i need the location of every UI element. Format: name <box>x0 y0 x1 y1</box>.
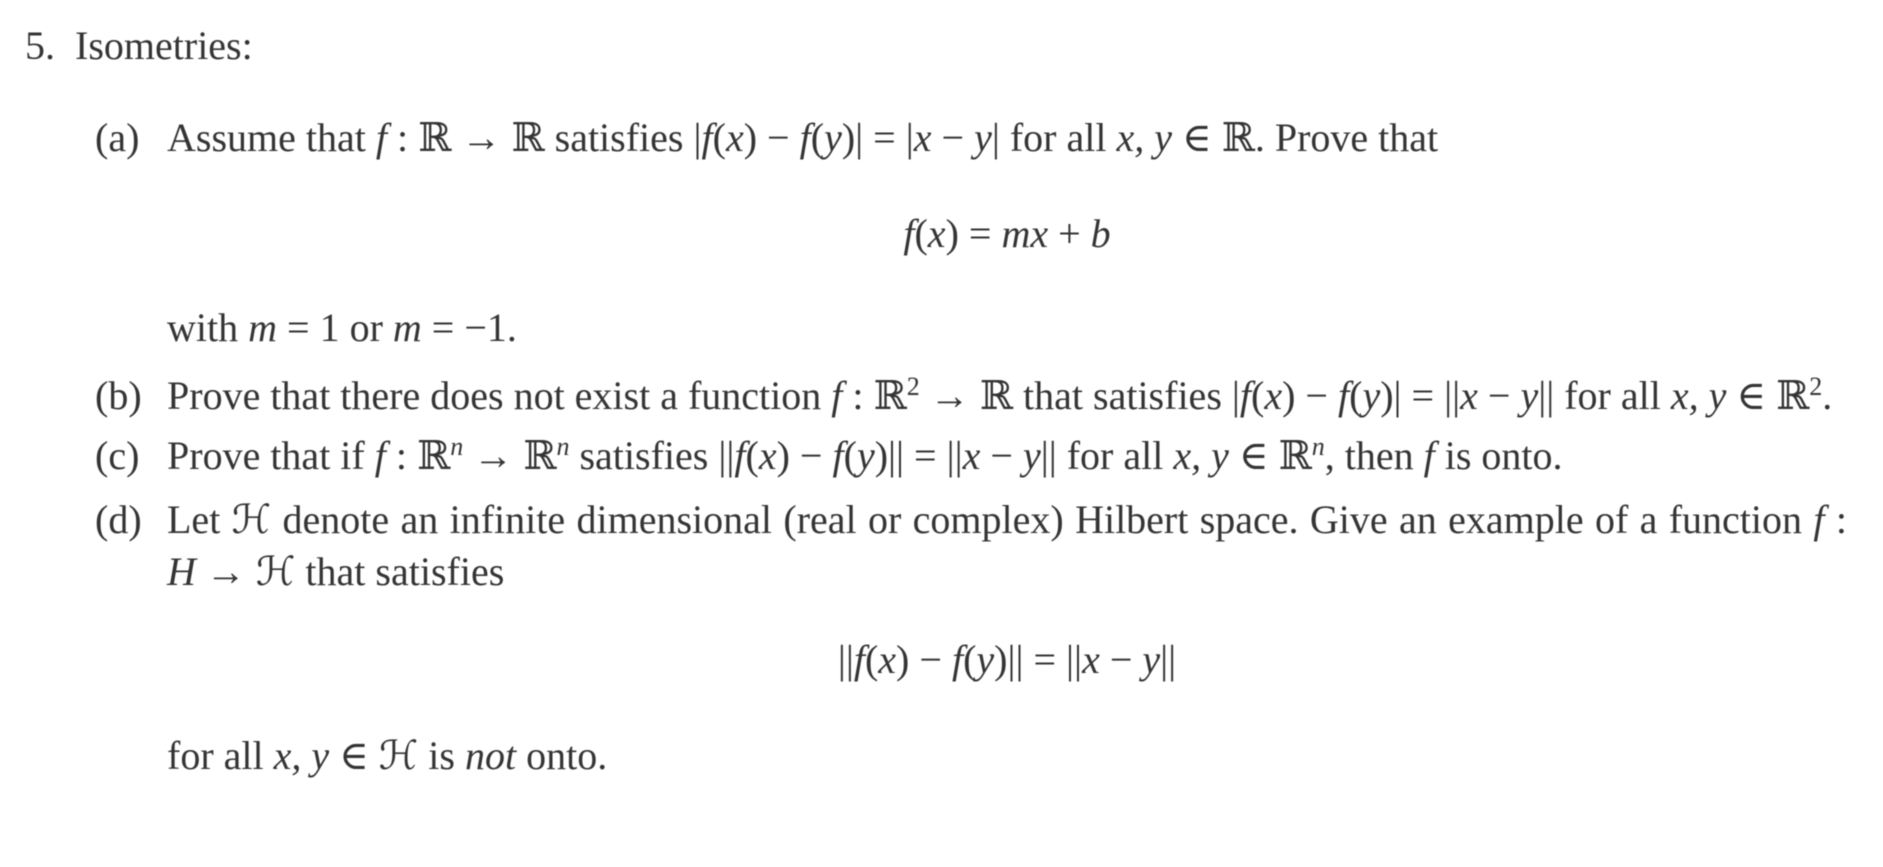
text-segment: )| = || <box>1380 373 1461 418</box>
text-segment: f <box>853 637 865 682</box>
text-segment: )| = | <box>841 115 914 160</box>
text-segment: f <box>1813 497 1825 542</box>
text-segment: x <box>878 637 897 682</box>
text-segment: for all <box>167 733 274 778</box>
text-segment: = −1. <box>421 305 517 350</box>
text-segment: ( <box>1349 373 1363 418</box>
text-segment: ℋ <box>231 497 272 543</box>
text-segment: || for all <box>1040 433 1174 478</box>
text-segment: − <box>1099 637 1143 682</box>
item-continuation-d <box>167 730 1847 782</box>
text-segment: x <box>1264 373 1283 418</box>
item-label-d: (d) <box>95 497 142 542</box>
text-segment: . Prove that <box>1254 115 1439 160</box>
text-segment: Prove that if <box>167 433 375 478</box>
text-segment: satisfies | <box>544 115 702 160</box>
text-segment: f <box>701 115 713 160</box>
problem-list <box>25 112 1847 782</box>
text-segment: y <box>1022 433 1041 478</box>
text-segment: ) − <box>1282 373 1338 418</box>
text-segment: ( <box>843 433 857 478</box>
text-segment: m <box>248 305 278 350</box>
text-segment: mx <box>1001 211 1049 256</box>
problem-item-d <box>95 494 1847 782</box>
text-segment: : <box>387 115 419 160</box>
text-segment: f <box>374 433 386 478</box>
text-segment: ℝ <box>1221 115 1255 161</box>
item-continuation-a <box>167 302 1847 354</box>
text-segment: ∈ <box>329 733 379 778</box>
text-segment: → <box>195 549 256 594</box>
problem-item-a <box>95 112 1847 354</box>
text-segment: m <box>392 305 422 350</box>
text-segment: ∈ <box>1228 433 1279 478</box>
text-segment: ) − <box>896 637 952 682</box>
text-segment: not <box>464 733 517 778</box>
item-body-c <box>167 430 1847 482</box>
text-segment: x <box>962 433 981 478</box>
text-segment: f <box>831 373 843 418</box>
text-segment: ℝ <box>1775 373 1810 419</box>
text-segment: f <box>1239 373 1252 418</box>
text-segment: x, y <box>1670 373 1727 418</box>
text-segment: . <box>1822 373 1833 418</box>
text-segment: ℋ <box>378 733 419 779</box>
text-segment: x <box>758 433 777 478</box>
text-segment: n <box>1311 432 1325 461</box>
text-segment: n <box>450 432 464 461</box>
text-segment: ℝ <box>418 115 452 161</box>
text-segment: − <box>1477 373 1521 418</box>
section-heading <box>25 20 1847 72</box>
text-segment: , then <box>1324 433 1424 478</box>
text-segment: | for all <box>991 115 1117 160</box>
text-segment: = 1 or <box>277 305 393 350</box>
text-segment: ( <box>963 637 977 682</box>
text-segment: y <box>824 115 842 160</box>
text-segment: y <box>976 637 995 682</box>
display-equation-a <box>167 208 1847 260</box>
text-segment: 2 <box>1809 372 1823 401</box>
text-segment: : <box>385 433 417 478</box>
section-title: Isometries: <box>75 23 253 68</box>
text-segment: ( <box>1251 373 1265 418</box>
text-segment: is <box>418 733 465 778</box>
text-segment: n <box>556 432 570 461</box>
item-label-c: (c) <box>95 433 140 478</box>
text-segment: that satisfies <box>295 549 505 594</box>
text-segment: ( <box>864 637 879 682</box>
text-segment: x <box>927 211 946 256</box>
text-segment: Assume that <box>167 115 376 160</box>
text-segment: onto. <box>516 733 608 778</box>
problem-item-c <box>95 430 1847 482</box>
text-segment: y <box>1520 373 1539 418</box>
text-segment: || for all <box>1538 373 1671 418</box>
text-segment: x <box>725 115 744 160</box>
item-body-b <box>167 370 1847 422</box>
text-segment: f <box>1338 373 1350 418</box>
text-segment: y <box>974 115 992 160</box>
text-segment: ) = <box>945 211 1002 256</box>
text-segment: ( <box>810 115 825 160</box>
item-label-a: (a) <box>95 115 140 160</box>
text-segment: satisfies || <box>569 433 735 478</box>
text-segment: f <box>951 637 964 682</box>
text-segment: x <box>1082 637 1100 682</box>
text-segment: ( <box>712 115 726 160</box>
text-segment: y <box>1362 373 1381 418</box>
text-segment: ( <box>745 433 759 478</box>
text-segment: that satisfies | <box>1013 373 1240 418</box>
problem-item-b <box>95 370 1847 422</box>
text-segment: → <box>919 373 980 418</box>
text-segment: || <box>837 637 854 682</box>
item-label-b: (b) <box>95 373 142 418</box>
item-body-d <box>167 494 1847 598</box>
text-segment: f <box>1423 433 1435 478</box>
text-segment: ∈ <box>1171 115 1222 160</box>
text-segment: denote an infinite dimensional (real or complex) Hilbert space. Give an example of a function <box>271 497 1814 542</box>
text-segment: H <box>167 549 196 594</box>
text-segment: is onto. <box>1434 433 1563 478</box>
text-segment: ℝ <box>873 373 907 419</box>
text-segment: b <box>1090 211 1111 256</box>
text-segment: ℝ <box>1278 433 1312 479</box>
text-segment: f <box>734 433 746 478</box>
text-segment: || <box>1160 637 1177 682</box>
text-segment: y <box>1142 637 1161 682</box>
text-segment: x <box>1460 373 1478 418</box>
text-segment: f <box>375 115 387 160</box>
text-segment: → <box>451 115 512 160</box>
text-segment: f <box>903 211 915 256</box>
text-segment: → <box>463 433 524 478</box>
text-segment: ∈ <box>1726 373 1776 418</box>
text-segment: x, y <box>273 733 330 778</box>
text-segment: Let <box>167 497 232 542</box>
text-segment: )|| = || <box>994 637 1083 682</box>
text-segment: + <box>1048 211 1091 256</box>
text-segment: ℝ <box>511 115 545 161</box>
text-segment: x <box>913 115 932 160</box>
display-equation-d <box>167 634 1847 686</box>
text-segment: − <box>931 115 975 160</box>
text-segment: with <box>167 305 249 350</box>
text-segment: : <box>1824 497 1847 542</box>
text-segment: Prove that there does not exist a function <box>167 373 832 418</box>
text-segment: y <box>856 433 875 478</box>
text-segment: 2 <box>906 372 920 401</box>
section-number: 5. <box>25 23 55 68</box>
text-segment: )|| = || <box>874 433 963 478</box>
text-segment: x, y <box>1116 115 1172 160</box>
text-segment: ℝ <box>523 433 557 479</box>
text-segment: ) − <box>743 115 800 160</box>
text-segment: f <box>832 433 844 478</box>
text-segment: ℝ <box>979 373 1014 419</box>
text-segment: ) − <box>776 433 833 478</box>
text-segment: x, y <box>1173 433 1229 478</box>
text-segment: f <box>799 115 811 160</box>
text-segment: − <box>980 433 1023 478</box>
item-body-a <box>167 112 1847 164</box>
text-segment: ℝ <box>416 433 451 479</box>
text-segment: : <box>842 373 874 418</box>
text-segment: ( <box>914 211 928 256</box>
text-segment: ℋ <box>255 549 296 595</box>
